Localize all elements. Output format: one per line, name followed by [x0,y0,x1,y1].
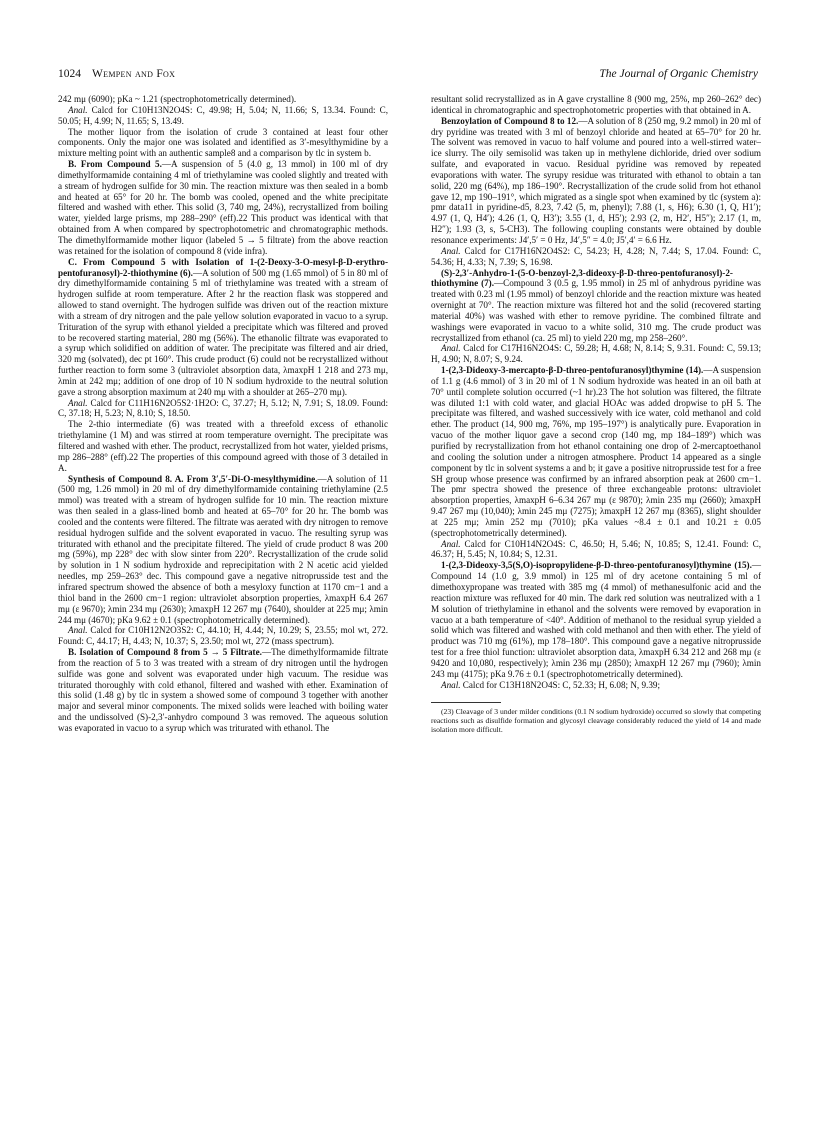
left-column [58,94,388,734]
paragraph [431,365,761,539]
paragraph-text: —Compound 3 (0.5 g, 1.95 mmol) in 25 ml of anhydrous pyridine was treated with 0.23 ml (1.95 mmol) of benzoyl chloride and the reaction mixture was heated overnight at 70°. The reaction mixture was filtered hot and the solid (recovered starting material 40%) was washed with ether to remove pyridine. The combined filtrate and washings were evaporated in vacuo to a white solid, 310 mg. The crude product was recrystallized from ethanol (ca. 25 ml) to yield 220 mg, mp 258–260°. [431,278,761,343]
paragraph-text: resultant solid recrystallized as in A gave crystalline 8 (900 mg, 25%, mp 260–262° dec) identical in chromatographic and spectrophotometric properties with that obtained in A. [431,94,761,115]
paragraph [58,398,388,420]
paragraph [431,94,761,116]
paragraph-text: —Compound 14 (1.0 g, 3.9 mmol) in 125 ml of dry acetone containing 5 ml of dimethoxypropane was treated with 385 mg (4 mmol) of methanesulfonic acid and the reaction mixture was refluxed for 40 min. The dark red solution was neutralized with a 1 M solution of triethylamine in ethanol and the solvents were removed by evaporation in vacuo at a bath temperature of <40°. Addition of methanol to the residual syrup yielded a solid which was filtered and washed with cold methanol and then with ether. The yield of product was 710 mg (61%), mp 178–180°. This compound gave a negative nitroprusside test for a free thiol function: ultraviolet absorption data, λmaxpH 6.34 212 and 268 mμ (ε 9420 and 10,080, respectively); λmin 236 mμ (2850); λmaxpH 12 267 mμ (7960); λmin 243 mμ (4175); pKa 9.76 ± 0.1 (spectrophotometrically determined). [431,560,761,679]
paragraph [58,625,388,647]
right-column [431,94,761,734]
paragraph [58,94,388,105]
paragraph [431,268,761,344]
footnote-rule [431,702,501,703]
paragraph-text: Calcd for C13H18N2O4S: C, 52.33; H, 6.08; N, 9.39; [460,679,660,690]
paragraph-lead: Anal. [68,104,88,115]
running-authors: Wempen and Fox [92,68,176,80]
paragraph [58,647,388,734]
paragraph-text: Calcd for C10H12N2O3S2: C, 44.10; H, 4.44; N, 10.29; S, 23.55; mol wt, 272. Found: C, 44.17; H, 4.43; N, 10.37; S, 23.50; mol wt, 272 (mass spectrum). [58,625,388,647]
paragraph-text: —A suspension of 1.1 g (4.6 mmol) of 3 in 20 ml of 1 N sodium hydroxide was heated in an oil bath at 70° until complete solution occurred (~1 hr).23 The hot solution was filtered, the filtrate was diluted 1:1 with cold water, and glacial HOAc was added dropwise to pH 5. The precipitate was filtered, and washed successively with ice water, cold methanol and cold ether. The product (14, 900 mg, 76%, mp 195–197°) is analytically pure. Evaporation in vacuo of the mother liquor gave a second crop (140 mg, mp 184–189°) which was purified by recrystallization from hot ethanol containing one drop of 2-mercaptoethanol and cooling the solution under a nitrogen atmosphere. Product 14 appeared as a single component by tlc in solvent systems a and b; it gave a positive nitroprusside test for a free SH group whose presence was confirmed by an infrared absorption peak at 2600 cm−1. The pmr spectra showed the presence of three exchangeable protons: ultraviolet absorption properties, λmaxpH 6–6.34 267 mμ (ε 9870); λmin 235 mμ (2660); λmaxpH 9.47 267 mμ (10,040); λmin 245 mμ (7275); λmaxpH 12 267 mμ (8365), slight shoulder at 225 mμ; λmin 252 mμ (7010); pKa values ~8.4 ± 0.1 and 10.21 ± 0.05 (spectrophotometrically determined). [431,365,761,538]
paragraph [58,127,388,160]
paragraph [431,560,761,679]
paragraph [431,116,761,246]
paragraph-lead: Anal. [441,245,461,256]
paragraph-lead: Anal. [68,625,88,636]
paragraph-text: Calcd for C10H14N2O4S: C, 46.50; H, 5.46; N, 10.85; S, 12.41. Found: C, 46.37; H, 5.45; N, 10.84; S, 12.31. [431,538,761,560]
paragraph [58,105,388,127]
paragraph-lead: C. From Compound 5 with Isolation of 1-(2-Deoxy-3-O-mesyl-β-D-erythro-pentofuranosyl)-2-thiothymine (6). [58,256,388,278]
paragraph [58,474,388,626]
paragraph-lead: Anal. [441,538,461,549]
paragraph-text: —A solution of 500 mg (1.65 mmol) of 5 in 80 ml of dry dimethylformamide containing 5 ml of triethylamine was treated with a stream of hydrogen sulfide at room temperature. After 2 hr the reaction flask was stoppered and allowed to stand overnight. The hydrogen sulfide was driven out of the reaction mixture with a stream of dry nitrogen and the pale yellow solution evaporated in vacuo to a syrup. Trituration of the syrup with ethanol yielded a precipitate which was filtered and proved to be recovered starting material, 280 mg (56%). The ethanolic filtrate was evaporated to a syrup which solidified on addition of water. The precipitate was filtered and air dried, 320 mg (solvated), dec pt 160°. This crude product (6) could not be recrystallized without further reaction to form some 3 (ultraviolet absorption data, λmaxpH 1 218 and 273 mμ, λmin at 242 mμ; addition of one drop of 10 N sodium hydroxide to the neutral solution gave a strong absorption maximum at 240 mμ with a shoulder at 265–270 mμ). [58,267,389,397]
footnote: (23) Cleavage of 3 under milder conditions (0.1 N sodium hydroxide) occurred so slowly that competing reactions such as disulfide formation and glycosyl cleavage considerably reduced the yield of 14 and made isolation more difficult. [431,707,761,735]
paragraph [431,539,761,561]
paragraph [431,680,761,691]
paragraph-text: Calcd for C10H13N2O4S: C, 49.98; H, 5.04; N, 11.66; S, 13.34. Found: C, 50.05; H, 4.99; N, 11.65; S, 13.49. [58,104,388,126]
paragraph-text: Calcd for C11H16N2O5S2·1H2O: C, 37.27; H, 5.12; N, 7.91; S, 18.09. Found: C, 37.18; H, 5.23; N, 8.10; S, 18.50. [58,397,388,419]
paragraph-lead: B. Isolation of Compound 8 from 5 → 5 Filtrate. [68,647,262,658]
paragraph-lead: Synthesis of Compound 8. A. From 3′,5′-Di-O-mesylthymidine. [68,473,318,484]
paragraph-text: 242 mμ (6090); pKa ~ 1.21 (spectrophotometrically determined). [58,94,297,104]
paragraph-text: Calcd for C17H16N2O4S2: C, 54.23; H, 4.28; N, 7.44; S, 17.04. Found: C, 54.36; H, 4.33; N, 7.39; S, 16.98. [431,245,761,267]
paragraph-text: The mother liquor from the isolation of crude 3 contained at least four other components. Only the major one was isolated and identified as 3′-mesylthymidine by a mixture melting point with an authentic sample8 and a comparison by tlc in system b. [58,126,388,159]
paragraph-lead: (S)-2,3′-Anhydro-1-(5-O-benzoyl-2,3-dideoxy-β-D-threo-pentofuranosyl)-2-thiothymine (7). [431,267,733,289]
paragraph-text: —A solution of 8 (250 mg, 9.2 mmol) in 20 ml of dry pyridine was treated with 3 ml of benzoyl chloride and heated at 65–70° for 20 hr. The solvent was removed in vacuo to half volume and poured into a well-stirred water–ice slurry. The oily semisolid was taken up in methylene dichloride, dried over sodium sulfate, and evaporated in vacuo. Residual pyridine was removed by repeated evaporations with water. The syrupy residue was triturated with ethanol to obtain a tan solid, 220 mg (64%), mp 186–190°. Recrystallization of the crude solid from hot ethanol gave 12, mp 190–191°, which migrated as a single spot when examined by tlc (system a): pmr data11 in pyridine-d5, 8.23, 7.42 (5, m, phenyl); 7.88 (1, s, H6); 6.30 (1, Q, H1′); 4.97 (1, Q, H4′); 4.26 (1, Q, H3′); 3.55 (1, d, H5′); 2.93 (2, m, H2′, H5″); 2.17 (1, m, H2″); 1.93 (3, s, 5-CH3). The following coupling constants were obtained by double resonance experiments: J4′,5′ = 0 Hz, J4′,5″ = 4.0; J5′,4′ = 6.6 Hz. [431,115,761,245]
paragraph [431,246,761,268]
paragraph-lead: Anal. [441,679,461,690]
paragraph-text: The 2-thio intermediate (6) was treated with a threefold excess of ethanolic triethylamine (1 M) and was stirred at room temperature overnight. The precipitate was filtered and washed with ether. The product, recrystallized from hot water, yielded prisms, mp 286–288° (eff).22 The properties of this compound agreed with those of 3 detailed in A. [58,419,388,473]
journal-title: The Journal of Organic Chemistry [599,68,758,80]
paragraph-lead: Anal. [441,343,461,354]
paragraph-text: Calcd for C17H16N2O4S: C, 59.28; H, 4.68; N, 8.14; S, 9.31. Found: C, 59.13; H, 4.90; N, 8.07; S, 9.24. [431,343,761,365]
page-number: 1024 [58,68,81,80]
paragraph-lead: B. From Compound 5. [68,159,162,170]
paragraph-text: —A suspension of 5 (4.0 g, 13 mmol) in 100 ml of dry dimethylformamide containing 4 ml of triethylamine was cooled slightly and treated with a stream of hydrogen sulfide for 30 min. The reaction mixture was then sealed in a bomb and heated at 65° for 20 hr. The bomb was cooled, opened and the white precipitate filtered and washed with ether. This solid (3, 740 mg, 24%), recrystallized from boiling water, yielded large prisms, mp 288–290° (eff).22 This product was identical with that obtained from A when compared by spectrophotometric and chromatographic methods. The dimethylformamide mother liquor (labeled 5 → 5 filtrate) from the above reaction was retained for the isolation of compound 8 (vide infra). [58,159,388,256]
paragraph [58,257,388,398]
paragraph-lead: 1-(2,3-Dideoxy-3,5(S,O)-isopropylidene-β-D-threo-pentofuranosyl)thymine (15). [441,560,752,571]
paragraph [58,419,388,473]
paragraph-text: —The dimethylformamide filtrate from the reaction of 5 to 3 was treated with a stream of dry nitrogen until the hydrogen sulfide was gone and solvent was evaporated under high vacuum. The residue was triturated thoroughly with cold ethanol, filtered and washed with ether. Examination of this solid (1.48 g) by tlc in system a showed some of compound 3 together with another major and several minor components. The mixed solids were leached with boiling water and the undissolved (S)-2,3′-anhydro compound 3 was removed. The aqueous solution was evaporated in vacuo to a syrup which was triturated with ethanol. The [58,647,388,733]
paragraph-lead: Benzoylation of Compound 8 to 12. [441,115,579,126]
paragraph [431,343,761,365]
right-column-body [431,94,761,690]
paragraph-lead: Anal. [68,397,88,408]
paragraph-lead: 1-(2,3-Dideoxy-3-mercapto-β-D-threo-pentofuranosyl)thymine (14). [441,365,704,376]
paragraph-text: —A solution of 11 (500 mg, 1.26 mmol) in 20 ml of dry dimethylformamide containing triethylamine (2.5 mmol) was treated with a stream of hydrogen sulfide for 10 min. The reaction mixture was then sealed in a glass-lined bomb and heated at 65–70° for 20 hr. The bomb was cooled and the contents were filtered. The filtrate was aerated with dry nitrogen to remove residual hydrogen sulfide and the solvent evaporated in vacuo. The resulting syrup was triturated with ethanol and the precipitate filtered. The yield of crude product 8 was 200 mg (59%), mp 228° dec with slow sinter from 220°. Recrystallization of the crude solid by solution in 1 N sodium hydroxide and reprecipitation with 2 N acetic acid yielded needles, mp 259–263° dec. This compound gave a negative nitroprusside test and the infrared spectrum showed the absence of both a mesyloxy function at 1170 cm−1 and a thiol band in the 2600 cm−1 region: ultraviolet absorption properties, λmaxpH 6.4 267 mμ (ε 9670); λmin 234 mμ (2630); λmaxpH 12 267 mμ (7640), shoulder at 225 mμ; λmin 244 mμ (4670); pKa 9.62 ± 0.1 (spectrophotometrically determined). [58,473,388,625]
page-header [58,68,758,84]
paragraph [58,159,388,257]
